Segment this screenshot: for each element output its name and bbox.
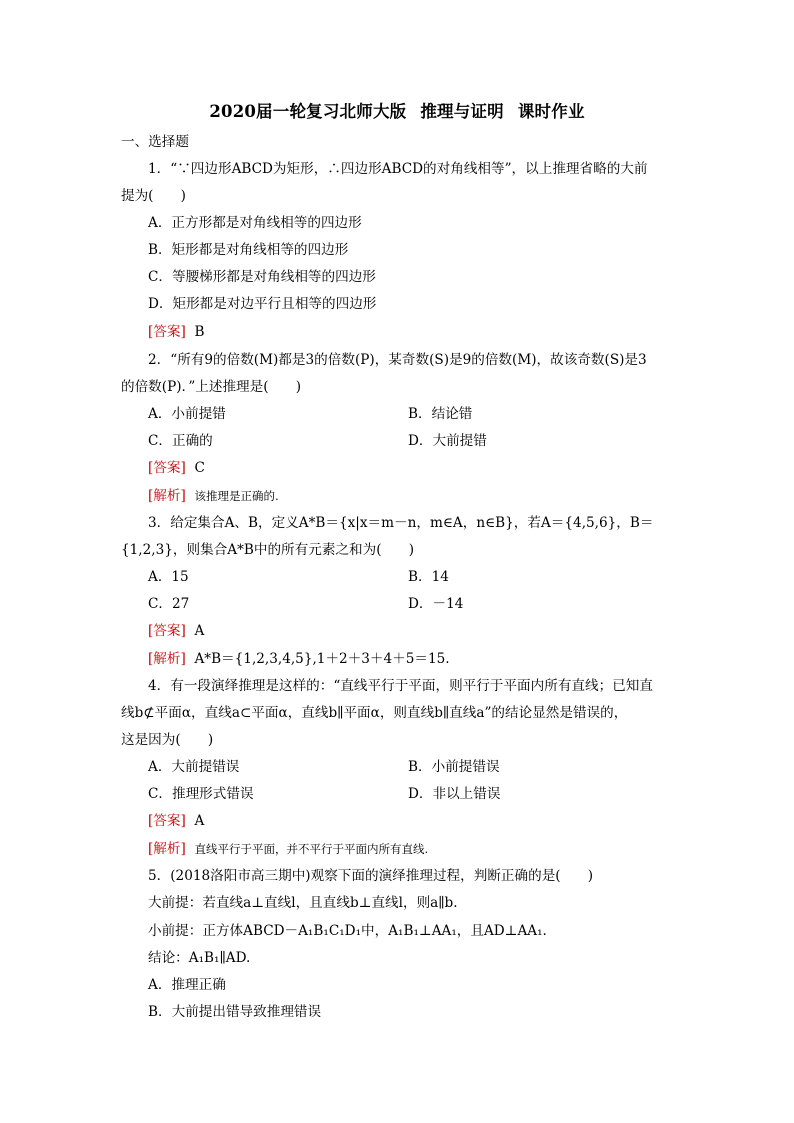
q4-analysis-row (148, 840, 428, 858)
answer-tag: [答案] (148, 460, 186, 476)
q5-option-a: A．推理正确 (148, 977, 226, 993)
q4-stem-line3: 这是因为( ) (121, 732, 214, 748)
q4-analysis: 直线平行于平面，并不平行于平面内所有直线. (194, 842, 429, 856)
title-part3: 课时作业 (517, 102, 585, 121)
q1-stem-line2: 提为( ) (121, 188, 186, 204)
q3-option-a: A．15 (148, 569, 189, 585)
q4-answer-row (148, 812, 204, 830)
q2-stem-line1: 2．“所有9的倍数(M)都是3的倍数(P)，某奇数(S)是9的倍数(M)，故该奇数(S)是3 (148, 352, 647, 368)
q1-option-c: C．等腰梯形都是对角线相等的四边形 (148, 269, 376, 285)
q2-option-d: D．大前提错 (408, 433, 487, 449)
q1-option-d: D．矩形都是对边平行且相等的四边形 (148, 296, 377, 312)
q2-stem-line2: 的倍数(P)．”上述推理是( ) (121, 379, 302, 395)
q4-stem-line1: 4．有一段演绎推理是这样的：“直线平行于平面，则平行于平面内所有直线；已知直 (148, 678, 653, 694)
q3-answer: A (194, 623, 205, 639)
q4-option-d: D．非以上错误 (408, 786, 501, 802)
q2-answer-row (148, 459, 205, 477)
q3-option-b: B．14 (408, 569, 449, 585)
analysis-tag: [解析] (148, 488, 186, 504)
answer-tag: [答案] (148, 813, 186, 829)
q5-conclusion: 结论：A₁B₁∥AD. (148, 950, 251, 966)
q4-option-c: C．推理形式错误 (148, 786, 254, 802)
q1-option-b: B．矩形都是对角线相等的四边形 (148, 242, 349, 258)
q4-stem-line2: 线b⊄平面α，直线a⊂平面α，直线b∥平面α，则直线b∥直线a”的结论显然是错误的， (121, 705, 628, 721)
q2-answer: C (194, 460, 205, 476)
q4-option-b: B．小前提错误 (408, 759, 500, 775)
q5-option-b: B．大前提出错导致推理错误 (148, 1004, 322, 1020)
q2-option-c: C．正确的 (148, 433, 213, 449)
analysis-tag: [解析] (148, 651, 186, 667)
q2-option-b: B．结论错 (408, 406, 473, 422)
q3-analysis-row (148, 650, 450, 668)
q3-stem-line1: 3．给定集合A、B，定义A*B＝{x|x＝m－n，m∈A，n∈B}，若A＝{4,5,6}，B＝ (148, 515, 654, 531)
answer-tag: [答案] (148, 324, 186, 340)
q4-option-a: A．大前提错误 (148, 759, 240, 775)
q1-answer: B (194, 324, 205, 340)
q1-answer-row (148, 323, 204, 341)
q2-option-a: A．小前提错 (148, 406, 226, 422)
q3-stem-line2: {1,2,3}，则集合A*B中的所有元素之和为( ) (121, 542, 415, 558)
q3-analysis: A*B＝{1,2,3,4,5},1＋2＋3＋4＋5＝15. (194, 651, 450, 667)
q3-answer-row (148, 622, 204, 640)
q5-minor-premise: 小前提：正方体ABCD－A₁B₁C₁D₁中，A₁B₁⊥AA₁，且AD⊥AA₁. (148, 923, 547, 939)
q4-answer: A (194, 813, 205, 829)
q3-option-d: D．－14 (408, 596, 464, 612)
title-part2: 推理与证明 (420, 102, 504, 121)
q5-major-premise: 大前提：若直线a⊥直线l，且直线b⊥直线l，则a∥b. (148, 895, 458, 911)
q5-stem-line1: 5．(2018洛阳市高三期中)观察下面的演绎推理过程，判断正确的是( ) (148, 868, 594, 884)
answer-tag: [答案] (148, 623, 186, 639)
title-main: 2020届一轮复习北师大版 (209, 102, 407, 121)
q1-option-a: A．正方形都是对角线相等的四边形 (148, 215, 362, 231)
q2-analysis-row (148, 487, 279, 505)
q1-stem-line1: 1．“∵四边形ABCD为矩形，∴四边形ABCD的对角线相等”，以上推理省略的大前 (148, 161, 648, 177)
section-heading: 一、选择题 (121, 134, 189, 150)
page-title (0, 98, 794, 122)
analysis-tag: [解析] (148, 841, 186, 857)
q2-analysis: 该推理是正确的. (194, 489, 279, 503)
q3-option-c: C．27 (148, 596, 190, 612)
